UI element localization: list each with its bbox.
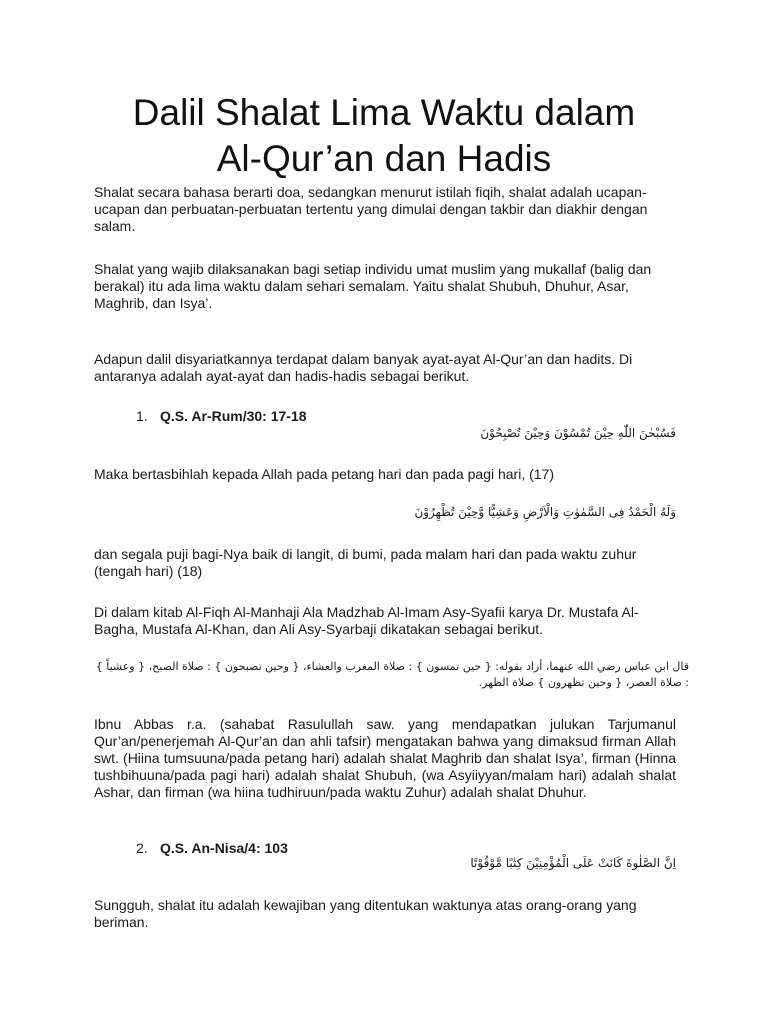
title-line-1: Dalil Shalat Lima Waktu dalam bbox=[132, 92, 636, 133]
list-item-1 bbox=[136, 408, 307, 425]
page-title bbox=[60, 90, 708, 182]
arabic-verse-17: فَسُبْحٰنَ اللّٰهِ حِيْنَ تُمْسُوْنَ وَحِيْنَ تُصْبِحُوْنَ bbox=[480, 426, 676, 440]
list-number: 2. bbox=[136, 840, 148, 856]
paragraph-definition: Shalat secara bahasa berarti doa, sedangkan menurut istilah fiqih, shalat adalah ucapan-ucapan dan perbuatan-perbuatan tertentu yang dimulai dengan takbir dan diakhir dengan salam. bbox=[94, 184, 648, 234]
paragraph-evidence-intro: Adapun dalil disyariatkannya terdapat dalam banyak ayat-ayat Al-Qur’an dan hadits. Di antaranya adalah ayat-ayat dan hadis-hadis sebagai berikut. bbox=[94, 351, 633, 384]
arabic-quote-ibnu-abbas: قال ابن عباس رضي الله عنهما، أراد بقوله: { حين تمسون } : صلاة المغرب والعشاء، { وحين تصبحون } : صلاة الصبح، { وعشياً } : صلاة العصر، { وحين تظهرون } صلاة الظهر. bbox=[95, 660, 689, 689]
arabic-verse-18: وَلَهُ الْحَمْدُ فِى السَّمٰوٰتِ وَالْاَرْضِ وَعَشِيًّا وَّحِيْنَ تُظْهِرُوْنَ bbox=[414, 505, 676, 519]
paragraph-fiqh-reference: Di dalam kitab Al-Fiqh Al-Manhaji Ala Madzhab Al-Imam Asy-Syafii karya Dr. Mustafa Al-Bagha, Mustafa Al-Khan, dan Ali Asy-Syarbaji dikatakan sebagai berikut. bbox=[94, 604, 639, 637]
translation-verse-17: Maka bertasbihlah kepada Allah pada petang hari dan pada pagi hari, (17) bbox=[94, 466, 554, 482]
translation-verse-103: Sungguh, shalat itu adalah kewajiban yang ditentukan waktunya atas orang-orang yang beriman. bbox=[94, 897, 637, 930]
verse-reference: Q.S. Ar-Rum/30: 17-18 bbox=[160, 408, 307, 424]
verse-reference: Q.S. An-Nisa/4: 103 bbox=[160, 840, 288, 856]
list-number: 1. bbox=[136, 408, 148, 424]
paragraph-obligation: Shalat yang wajib dilaksanakan bagi setiap individu umat muslim yang mukallaf (balig dan berakal) itu ada lima waktu dalam sehari semalam. Yaitu shalat Shubuh, Dhuhur, Asar, Maghrib, dan Isya’. bbox=[94, 261, 652, 311]
arabic-verse-103: اِنَّ الصَّلٰوةَ كَانَتْ عَلَى الْمُؤْمِنِيْنَ كِتٰبًا مَّوْقُوْتًا bbox=[470, 856, 676, 870]
list-item-2 bbox=[136, 840, 288, 857]
translation-verse-18: dan segala puji bagi-Nya baik di langit, di bumi, pada malam hari dan pada waktu zuhur (tengah hari) (18) bbox=[94, 546, 637, 579]
paragraph-explanation: Ibnu Abbas r.a. (sahabat Rasulullah saw. yang mendapatkan julukan Tarjumanul Qur’an/penerjemah Al-Qur’an dan ahli tafsir) mengatakan bahwa yang dimaksud firman Allah swt. (Hiina tumsuuna/pada petang hari) adalah shalat Maghrib dan shalat Isya’, firman (Hinna tushbihuuna/pada pagi hari) adalah shalat Shubuh, (wa Asyiiyyan/malam hari) adalah shalat Ashar, dan firman (wa hiina tudhiruun/pada waktu Zuhur) adalah shalat Dhuhur. bbox=[94, 716, 676, 800]
title-line-2: Al-Qur’an dan Hadis bbox=[216, 138, 552, 179]
